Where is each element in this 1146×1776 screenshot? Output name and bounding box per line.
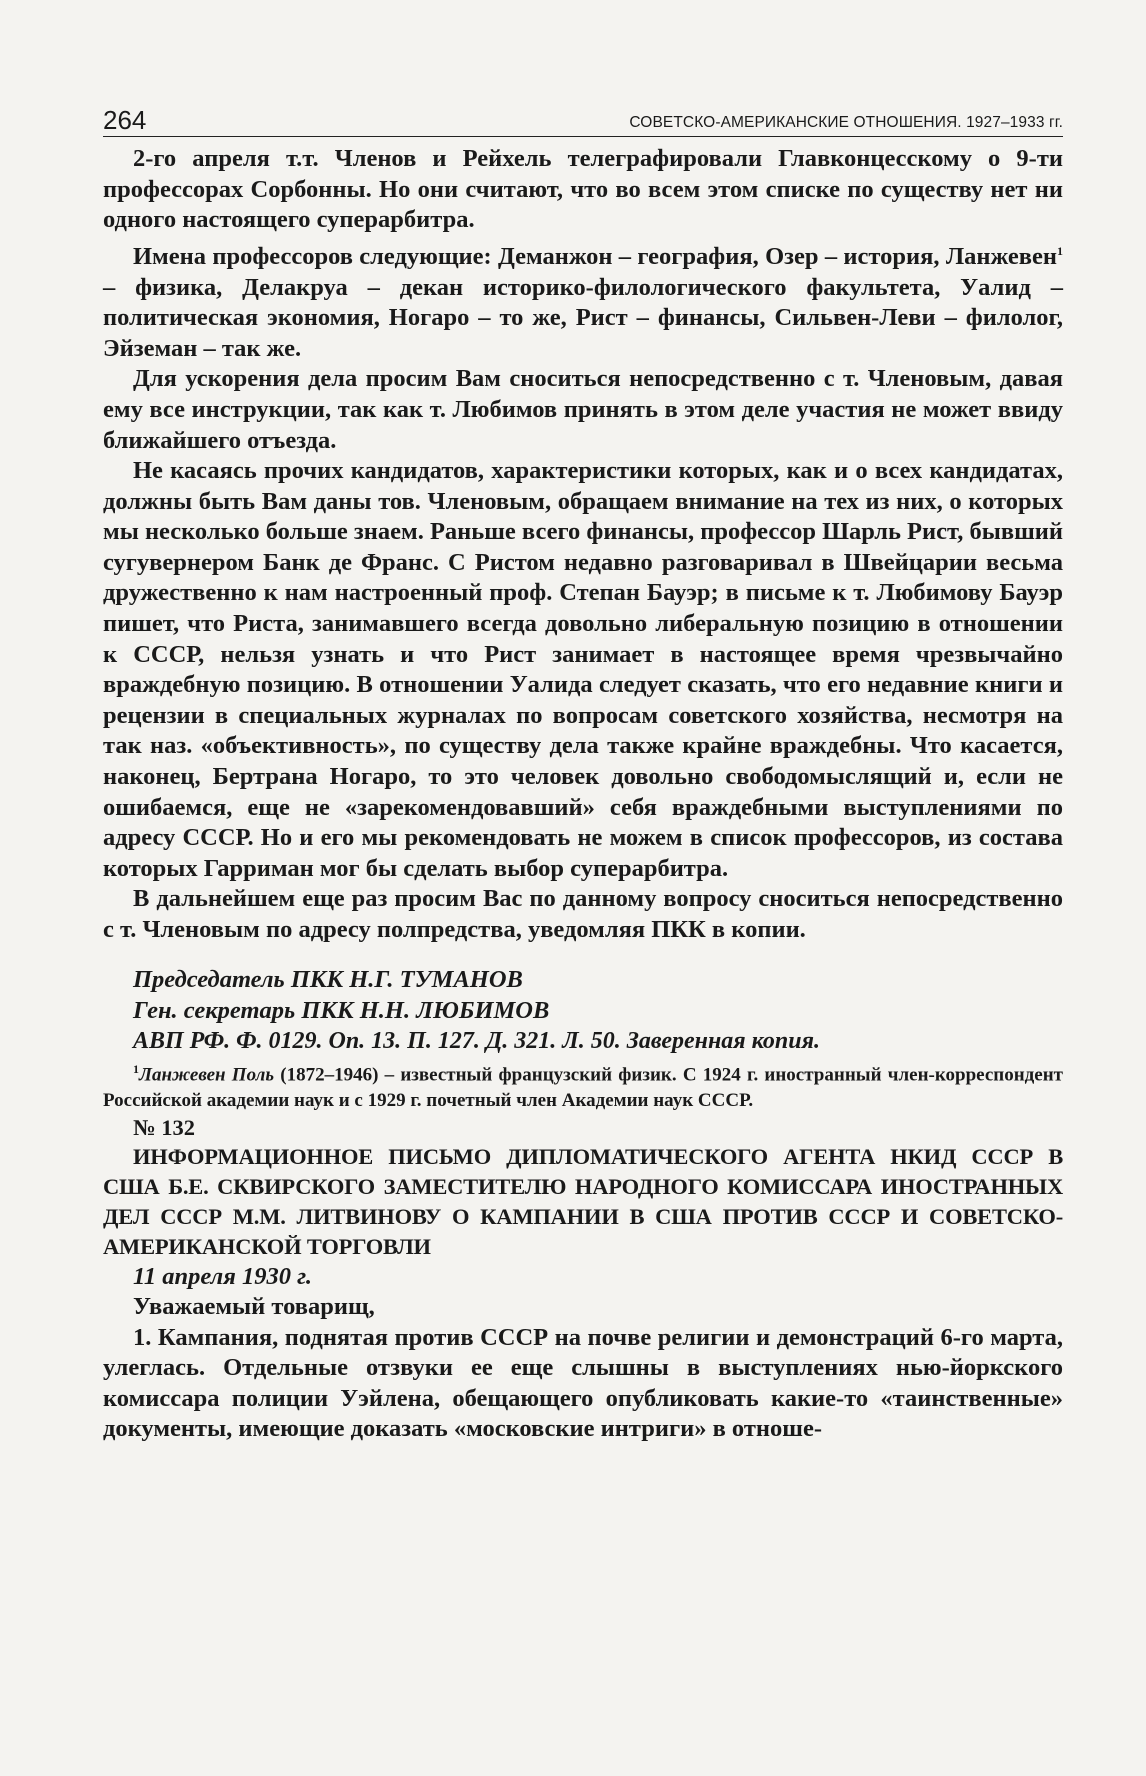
footnote — [103, 1056, 1063, 1114]
paragraph: 1. Кампания, поднятая против СССР на почве религии и демонстраций 6-го марта, улеглась. Отдельные отзвуки ее еще слышны в выступлениях нью-йоркского комиссара полиции Уэйлена, обещающего опубликовать какие-то «таинственные» документы, имеющие доказать «московские интриги» в отноше- — [103, 1323, 1063, 1443]
signature-block — [103, 964, 1063, 1026]
paragraph: 2-го апреля т.т. Членов и Рейхель телеграфировали Главконцесскому о 9-ти профессорах Сорбонны. Но они считают, что во всем этом списке по существу нет ни одного настоящего суперарбитра. — [103, 145, 1063, 234]
paragraph — [103, 236, 1063, 365]
footnote-text: (1872–1946) – известный французский физик. С 1924 г. иностранный член-корреспондент Российской академии наук и с 1929 г. почетный член Академии наук СССР. — [103, 1063, 1063, 1111]
paragraph: Не касаясь прочих кандидатов, характеристики которых, как и о всех кандидатах, должны быть Вам даны тов. Членовым, обращаем внимание на тех из них, о которых мы несколько больше знаем. Раньше всего финансы, профессор Шарль Рист, бывший сугувернером Банк де Франс. С Ристом недавно разговаривал в Швейцарии весьма дружественно к нам настроенный проф. Степан Бауэр; в письме к т. Любимову Бауэр пишет, что Риста, занимавшего всегда довольно либеральную позицию в отношении к СССР, нельзя узнать и что Рист занимает в настоящее время чрезвычайно враждебную позицию. В отношении Уалида следует сказать, что его недавние книги и рецензии в специальных журналах по вопросам советского хозяйства, несмотря на так наз. «объективность», по существу дела также крайне враждебны. Что касается, наконец, Бертрана Ногаро, то это человек довольно свободомыслящий и, если не ошибаемся, еще не «зарекомендовавший» себя враждебными выступлениями по адресу СССР. Но и его мы рекомендовать не можем в список профессоров, из состава которых Гарриман мог бы сделать выбор суперарбитра. — [103, 457, 1063, 882]
page-number: 264 — [103, 105, 147, 135]
document-number: № 132 — [133, 1114, 195, 1140]
paragraph: В дальнейшем еще раз просим Вас по данному вопросу сноситься непосредственно с т. Членовым по адресу полпредства, уведомляя ПКК в копии. — [103, 885, 1063, 943]
signature-chairman: Председатель ПКК Н.Г. ТУМАНОВ — [133, 965, 523, 993]
footnote-reference: 1 — [1057, 243, 1063, 258]
paragraph: Для ускорения дела просим Вам сноситься непосредственно с т. Членовым, давая ему все инструкции, так как т. Любимов принять в этом деле участия не может ввиду ближайшего отъезда. — [103, 365, 1063, 454]
paragraph-text: Имена профессоров следующие: Деманжон – география, Озер – история, Ланжевен — [133, 242, 1057, 270]
page-body — [103, 144, 1063, 1445]
document-date: 11 апреля 1930 г. — [133, 1262, 312, 1290]
signature-secretary: Ген. секретарь ПКК Н.Н. ЛЮБИМОВ — [133, 996, 550, 1024]
footnote-name: Ланжевен Поль — [139, 1063, 275, 1085]
running-title: СОВЕТСКО-АМЕРИКАНСКИЕ ОТНОШЕНИЯ. 1927–1933 гг. — [629, 114, 1063, 131]
greeting: Уважаемый товарищ, — [133, 1292, 375, 1320]
paragraph-text: – физика, Делакруа – декан историко-филологического факультета, Уалид – политическая экономия, Ногаро – то же, Рист – финансы, Сильвен-Леви – филолог, Эйземан – так же. — [103, 273, 1063, 362]
document-title: ИНФОРМАЦИОННОЕ ПИСЬМО ДИПЛОМАТИЧЕСКОГО АГЕНТА НКИД СССР В США Б.Е. СКВИРСКОГО ЗАМЕСТИТЕЛЮ НАРОДНОГО КОМИССАРА ИНОСТРАННЫХ ДЕЛ СССР М.М. ЛИТВИНОВУ О КАМПАНИИ В США ПРОТИВ СССР И СОВЕТСКО-АМЕРИКАНСКОЙ ТОРГОВЛИ — [103, 1143, 1063, 1259]
footnote-mark: 1 — [133, 1061, 139, 1076]
archive-reference: АВП РФ. Ф. 0129. Оп. 13. П. 127. Д. 321. Л. 50. Заверенная копия. — [133, 1027, 820, 1054]
page-header — [103, 106, 1063, 137]
